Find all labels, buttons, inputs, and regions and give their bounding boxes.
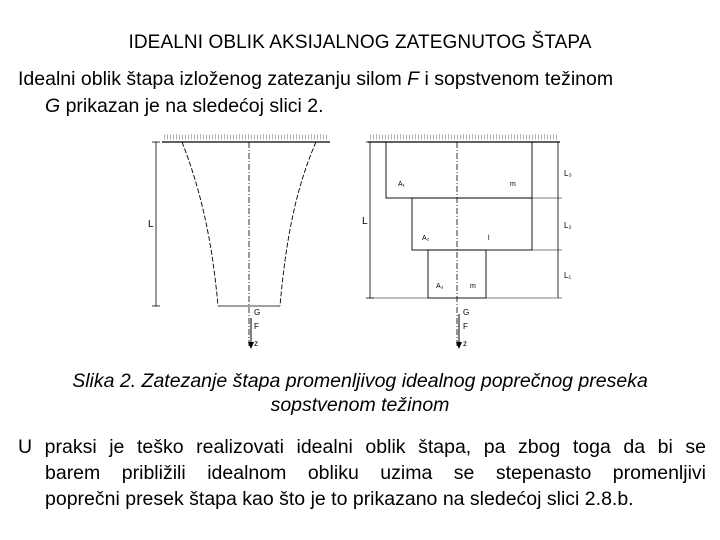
body-line-2: barem približili idealnom obliku uzima se stepenasto promenljivi [45, 462, 706, 484]
symbol-g: G [45, 95, 61, 117]
left-length-label: L [148, 219, 154, 230]
left-g-label: G [254, 308, 261, 317]
body-line-3: poprečni presek štapa kao što je to prikazano na sledećoj slici 2.8.b. [45, 488, 634, 510]
figure-2 [140, 128, 580, 350]
step-section-a1 [386, 142, 532, 198]
left-profile-curve [182, 142, 218, 306]
page-title: IDEALNI OBLIK AKSIJALNOG ZATEGNUTOG ŠTAPA [128, 32, 592, 53]
right-f-label: F [463, 322, 468, 331]
body-paragraph [18, 434, 706, 512]
dim-label-l1: L₁ [564, 271, 572, 280]
symbol-f: F [407, 68, 420, 90]
intro-text-2: i sopstvenom težinom [419, 68, 614, 90]
right-length-label: L [362, 216, 368, 227]
caption-line-2: sopstvenom težinom [270, 394, 450, 416]
left-support-hatch [162, 137, 330, 142]
step-label-a3: A₃ [436, 283, 444, 290]
step-label-a1: A₁ [398, 181, 406, 188]
intro-line-2 [18, 93, 708, 120]
dim-label-l3: L₃ [564, 169, 572, 178]
caption-line-1: Slika 2. Zatezanje štapa promenljivog idealnog poprečnog preseka [72, 370, 648, 392]
left-f-label: F [254, 322, 259, 331]
figure-caption [0, 369, 720, 417]
stepped-bar-drawing [366, 137, 562, 349]
intro-text-1: Idealni oblik štapa izloženog zatezanju silom [18, 68, 408, 90]
intro-line-1 [18, 66, 708, 93]
intro-text-3: prikazan je na sledećoj slici 2. [60, 95, 324, 117]
right-g-label: G [463, 308, 470, 317]
right-z-label: z [463, 339, 467, 348]
left-z-label: z [254, 339, 258, 348]
step-section-a2 [412, 198, 532, 250]
right-profile-curve [280, 142, 316, 306]
step-marker-2: l [488, 235, 490, 242]
dim-label-l2: L₂ [564, 221, 572, 230]
body-line-1: U praksi je teško realizovati idealni oblik štapa, pa zbog toga da bi se [18, 436, 706, 458]
step-marker-3: m [470, 283, 476, 290]
right-support-hatch [368, 137, 560, 142]
step-marker-1: m [510, 181, 516, 188]
ideal-bar-drawing [152, 137, 330, 349]
intro-paragraph [18, 66, 708, 120]
step-label-a2: A₂ [422, 235, 430, 242]
